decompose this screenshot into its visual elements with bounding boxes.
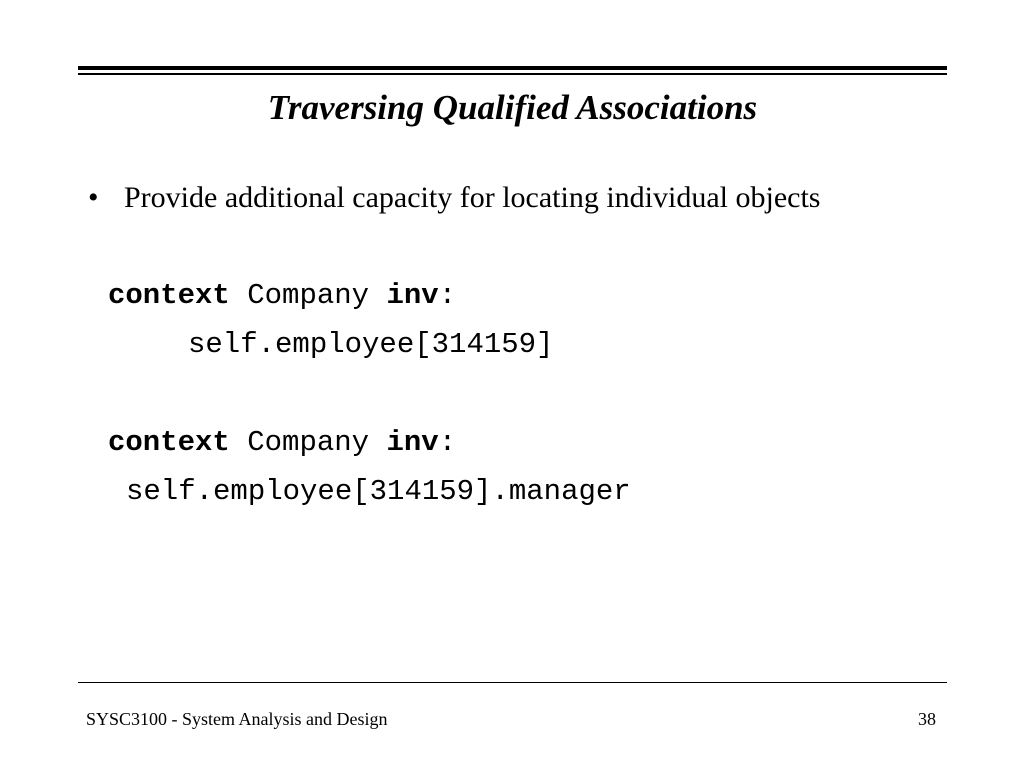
footer-course-title: SYSC3100 - System Analysis and Design: [86, 709, 388, 729]
code-line-context-1: [108, 278, 456, 314]
code-type-name: Company: [247, 426, 370, 459]
code-colon: :: [438, 426, 457, 459]
code-keyword-context: context: [108, 426, 230, 459]
top-rule-thin: [78, 73, 947, 75]
bullet-symbol: •: [88, 181, 99, 214]
code-keyword-inv: inv: [386, 279, 439, 312]
top-rule-thick: [78, 66, 947, 70]
code-expression-1: self.employee[314159]: [188, 328, 554, 361]
bullet-item: [88, 178, 820, 218]
code-expression-2: self.employee[314159].manager: [126, 475, 631, 508]
code-keyword-inv: inv: [386, 426, 439, 459]
code-colon: :: [438, 279, 457, 312]
code-line-context-2: [108, 425, 456, 461]
code-type-name: Company: [247, 279, 370, 312]
footer-page-number: 38: [918, 709, 936, 729]
code-keyword-context: context: [108, 279, 230, 312]
slide-title: Traversing Qualified Associations: [267, 88, 758, 127]
bullet-text: Provide additional capacity for locating individual objects: [124, 181, 821, 214]
footer-rule: [78, 682, 947, 683]
